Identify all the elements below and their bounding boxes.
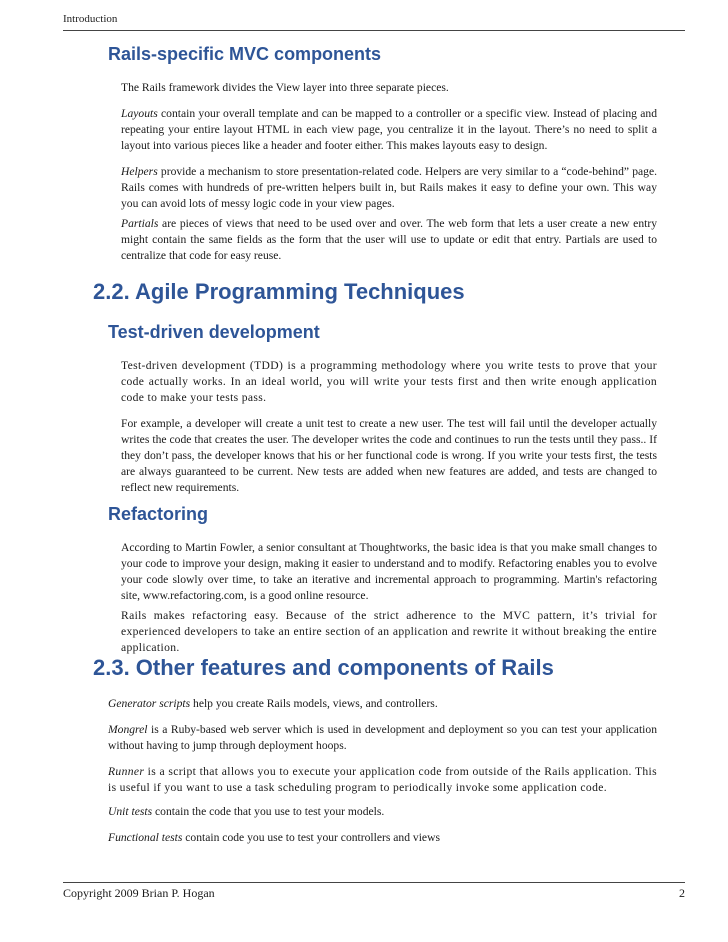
mvc-intro: The Rails framework divides the View layer into three separate pieces. [121, 81, 449, 94]
paragraph-tdd-1: Test-driven development (TDD) is a programming methodology where you write tests to prove that your code actually works. In an ideal world, you will write your tests first and then write enough application code to make your tests pass. [121, 359, 657, 404]
paragraph-layouts [121, 106, 657, 154]
paragraph-partials [121, 216, 657, 264]
term-layouts: Layouts [121, 107, 158, 120]
paragraph-generator-scripts [108, 696, 657, 712]
term-mongrel: Mongrel [108, 723, 148, 736]
heading-agile-programming: 2.2. Agile Programming Techniques [93, 279, 465, 304]
paragraph-runner [108, 764, 657, 796]
helpers-text: provide a mechanism to store presentation-related code. Helpers are very similar to a “code-behind” page. Rails comes with hundreds of pre-written helpers built in, but Rails makes it easy to define your own. This way you can avoid lots of messy logic code in your view pages. [121, 165, 657, 210]
term-functional-tests: Functional tests [108, 831, 183, 844]
paragraph-tdd-2: For example, a developer will create a unit test to create a new user. The test will fail until the developer actually writes the code that creates the user. The developer writes the code and continues to run the tests until they pass.. If they don’t pass, the developer knows that his or her functional code is wrong. If you write your tests first, the tests are always guaranteed to be current. New tests are added when new features are added, and tests are changed to reflect new requirements. [121, 417, 657, 494]
runner-text: is a script that allows you to execute your application code from outside of the Rails application. This is useful if you want to use a task scheduling program to periodically invoke some application code. [108, 765, 657, 794]
unit-text: contain the code that you use to test your models. [152, 805, 385, 818]
mongrel-text: is a Ruby-based web server which is used in development and deployment so you can test your application without having to jump through deployment hoops. [108, 723, 657, 752]
paragraph-refactoring-2: Rails makes refactoring easy. Because of the strict adherence to the MVC pattern, it’s trivial for experienced developers to take an entire section of an application and rewrite it without breaking the entire application. [121, 609, 657, 654]
term-helpers: Helpers [121, 165, 158, 178]
functional-text: contain code you use to test your controllers and views [182, 831, 440, 844]
term-runner: Runner [108, 765, 145, 778]
term-generator-scripts: Generator scripts [108, 697, 191, 710]
heading-other-features: 2.3. Other features and components of Rails [93, 655, 554, 680]
paragraph-refactoring-1: According to Martin Fowler, a senior consultant at Thoughtworks, the basic idea is that you make small changes to your code to improve your design, making it easier to understand and to modify. Refactoring enables you to evolve your code slowly over time, to take an iterative and incremental approach to programming. Martin's refactoring site, www.refactoring.com, is a good online resource. [121, 541, 657, 602]
running-header: Introduction [63, 13, 118, 25]
partials-text: are pieces of views that need to be used over and over. The web form that lets a user create a new entry might contain the same fields as the form that the user will use to update or edit that entry. Partials are used to centralize that code for easy reuse. [121, 217, 657, 262]
header-rule [63, 30, 685, 31]
paragraph-functional-tests [108, 830, 657, 846]
paragraph-unit-tests [108, 804, 657, 820]
generator-text: help you create Rails models, views, and controllers. [190, 697, 438, 710]
heading-test-driven-development: Test-driven development [108, 322, 320, 342]
heading-refactoring: Refactoring [108, 504, 209, 524]
paragraph-helpers [121, 164, 657, 212]
paragraph-mongrel [108, 722, 657, 754]
term-partials: Partials [121, 217, 159, 230]
heading-mvc-components: Rails-specific MVC components [108, 44, 382, 64]
layouts-text: contain your overall template and can be mapped to a controller or a specific view. Instead of placing and repeating your entire layout HTML in each view page, you centralize it in the layout. There’s no need to split a layout into various pieces like a header and footer either. This makes layouts easy to design. [121, 107, 657, 152]
footer-rule [63, 882, 685, 883]
term-unit-tests: Unit tests [108, 805, 153, 818]
footer-copyright: Copyright 2009 Brian P. Hogan [63, 886, 215, 900]
page-number: 2 [679, 886, 685, 900]
